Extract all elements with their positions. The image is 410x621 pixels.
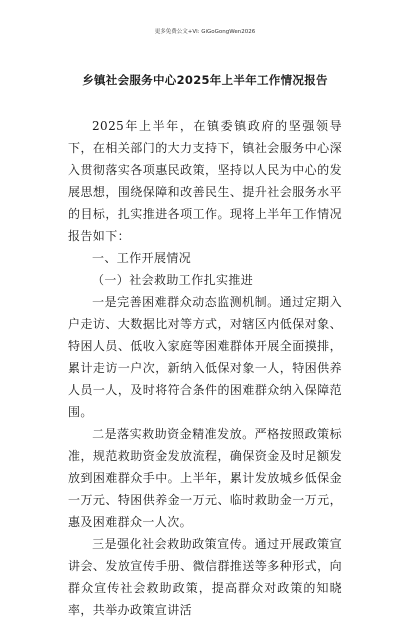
- section-heading: 一、工作开展情况: [92, 251, 192, 265]
- body-paragraph-3: 三是强化社会救助政策宣传。通过开展政策宣讲会、发放宣传手册、微信群推送等多种形式，向群众宣传社会救助政策，提高群众对政策的知晓率，共举办政策宣讲活: [68, 537, 342, 617]
- body-paragraph-2: 二是落实救助资金精准发放。严格按照政策标准，规范救助资金发放流程，确保资金及时足额发放到困难群众手中。上半年，累计发放城乡低保金一万元、特困供养金一万元、临时救助金一万元，惠及困难群众一人次。: [68, 427, 342, 529]
- document-body: [68, 115, 342, 621]
- document-title: 乡镇社会服务中心2025年上半年工作情况报告: [82, 73, 328, 87]
- header-note: 更多免费公文+Vl: GiGoGongWen2026: [154, 29, 256, 35]
- intro-paragraph: 2025年上半年，在镇委镇政府的坚强领导下，在相关部门的大力支持下，镇社会服务中心深入贯彻落实各项惠民政策，坚持以人民为中心的发展思想，围绕保障和改善民生、提升社会服务水平的目标，扎实推进各项工作。现将上半年工作情况报告如下：: [68, 119, 342, 243]
- body-paragraph-1: 一是完善困难群众动态监测机制。通过定期入户走访、大数据比对等方式，对辖区内低保对象、特困人员、低收入家庭等困难群体开展全面摸排，累计走访一户次，新纳入低保对象一人，特困供养人员一人，及时将符合条件的困难群众纳入保障范围。: [68, 295, 342, 419]
- subsection-heading: （一）社会救助工作扎实推进: [92, 273, 254, 287]
